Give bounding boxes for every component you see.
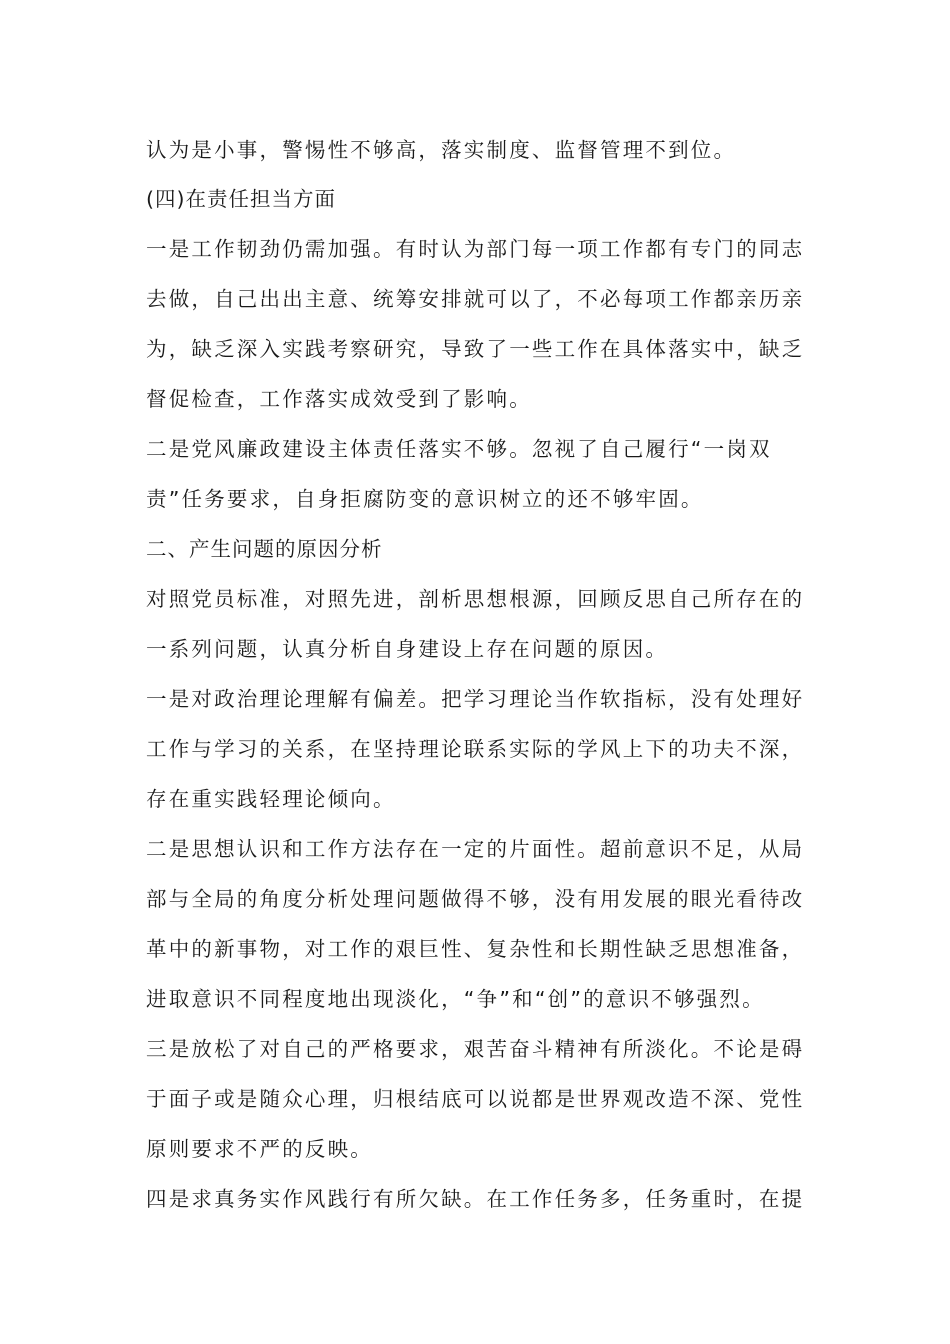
text-line: 革中的新事物，对工作的艰巨性、复杂性和长期性缺乏思想准备， bbox=[146, 937, 805, 961]
text-line: 部与全局的角度分析处理问题做得不够，没有用发展的眼光看待改 bbox=[146, 887, 805, 911]
section-heading: 二、产生问题的原因分析 bbox=[146, 537, 383, 561]
section-heading: (四)在责任担当方面 bbox=[146, 187, 336, 211]
text-line: 二是党风廉政建设主体责任落实不够。忽视了自己履行“一岗双 bbox=[146, 437, 772, 461]
text-line: 一是工作韧劲仍需加强。有时认为部门每一项工作都有专门的同志 bbox=[146, 237, 805, 261]
text-line: 工作与学习的关系，在坚持理论联系实际的学风上下的功夫不深， bbox=[146, 737, 805, 761]
text-line: 一系列问题，认真分析自身建设上存在问题的原因。 bbox=[146, 637, 669, 661]
text-line: 于面子或是随众心理，归根结底可以说都是世界观改造不深、党性 bbox=[146, 1087, 805, 1111]
text-line: 进取意识不同程度地出现淡化，“争”和“创”的意识不够强烈。 bbox=[146, 987, 765, 1011]
text-line: 为，缺乏深入实践考察研究，导致了一些工作在具体落实中，缺乏 bbox=[146, 337, 805, 361]
text-line: 三是放松了对自己的严格要求，艰苦奋斗精神有所淡化。不论是碍 bbox=[146, 1037, 805, 1061]
text-line: 二是思想认识和工作方法存在一定的片面性。超前意识不足，从局 bbox=[146, 837, 805, 861]
text-line: 四是求真务实作风践行有所欠缺。在工作任务多，任务重时，在提 bbox=[146, 1187, 805, 1211]
text-line: 责”任务要求，自身拒腐防变的意识树立的还不够牢固。 bbox=[146, 487, 704, 511]
text-line: 认为是小事，警惕性不够高，落实制度、监督管理不到位。 bbox=[146, 138, 737, 162]
text-line: 督促检查，工作落实成效受到了影响。 bbox=[146, 387, 532, 411]
text-line: 去做，自己出出主意、统筹安排就可以了，不必每项工作都亲历亲 bbox=[146, 287, 805, 311]
text-line: 对照党员标准，对照先进，剖析思想根源，回顾反思自己所存在的 bbox=[146, 587, 805, 611]
text-line: 一是对政治理论理解有偏差。把学习理论当作软指标，没有处理好 bbox=[146, 687, 805, 711]
text-line: 存在重实践轻理论倾向。 bbox=[146, 787, 396, 811]
text-line: 原则要求不严的反映。 bbox=[146, 1137, 373, 1161]
